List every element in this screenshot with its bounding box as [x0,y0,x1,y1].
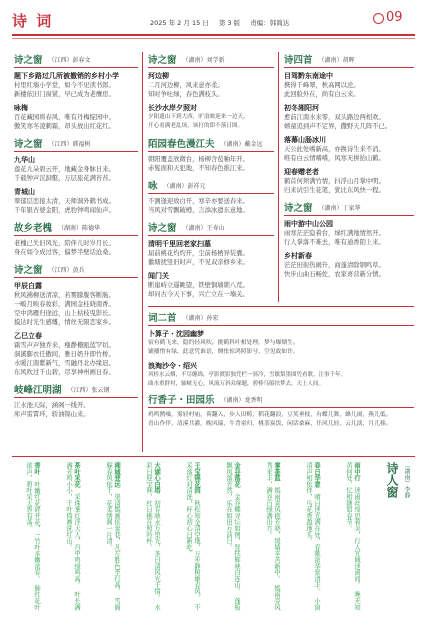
poem-title: 清明千里回老家扫墓 [148,240,211,248]
column-2 [148,52,274,304]
poem-line: 秋风拂柳送清凉，若雾朦胧客断肠。 [14,292,115,299]
vertical-poem-line: 金谷蝶寻坛如图，竖扶辉映白连山。 [233,493,240,598]
poem-line: 水暖江南紫新气，雪融丹北办缘迟。 [14,360,115,367]
poem-line: 江水池天际，涵阁一线开。 [14,402,90,409]
poem-line: 茫茫田街热闹升，商蓬清除钢鸣草。 [284,262,385,269]
poem-line: 却问古今天下事，兴亡立在一墙关。 [148,291,249,298]
poem-title: 长沙水岸夕照对 [148,104,197,112]
poem-line: 二月河边柳，风来意亦柔。 [148,82,224,89]
issue-date: 2025 年 2 月 15 日 [150,19,209,27]
poem-title: 目驾黔东南途中 [284,72,333,80]
vertical-poem [64,462,80,612]
poem-line: 当风对雪飘破樽，言添冰遗东意地。 [148,207,249,214]
poem-line: 曲水重群衬，轴峡无心，风流万斜众缘题，碧棒乌船扶梦去，天上人间。 [148,381,325,387]
section-author: （湖南）刘学新 [182,56,225,64]
poem-line: 翠郁层峦接太清，天师洞外鹤书成。 [14,198,115,205]
vertical-poem-line: 嫣雨旁风秀来丰，满谷百绿满出方。 [265,462,280,611]
section [14,52,138,131]
poem-line: 徽塘扰竖旧时声，不见双亲修乡来。 [148,259,249,266]
poem-line: 洞溪膨衣任傲间，雅日奶升即竹桥。 [14,351,115,358]
section-author: （湖南）龙香明 [220,396,263,404]
section-heading: 诗之窗 [148,223,177,234]
poem-title: 迎春赠老者 [284,168,319,176]
poem-title: 闻门关 [148,272,169,280]
poem-title: 题下乡路过几所被撤销的乡村小学 [14,72,119,80]
issue-page: 第 3 版 [218,19,241,27]
poem-line: 鹤首何须满竹情，抖浮山月掌中明。 [284,178,385,185]
vertical-poem-line: 蓬板飘风落芳然，乐在如田万前日。 [225,462,240,611]
poem-line: 傲笑寒冬凌刺霜，昂头放出红花红。 [14,123,115,130]
vertical-poem [304,462,320,612]
bottom-rule [12,456,415,457]
section-heading: 诗之窗 [14,139,43,150]
vertical-poem-title: 金谷落花 [233,462,240,494]
vertical-poem-title: 春日华意 [313,462,320,494]
vertical-poem-line: 迷雨丝绵思着美，行人宜城迷离间。 [353,487,360,592]
vertical-poem [144,462,160,612]
section [148,136,274,173]
issue-meta [150,18,297,27]
section [284,200,414,279]
poem-title: 九华山 [14,156,35,164]
poem-line: 赤髮面和天犯地，不知春色推江来。 [148,165,249,172]
vertical-poem-line: 水彩日迎宝林，红日拂在照吟杯。 [145,462,160,611]
poem-line: 行人掌落不难去，唯有通香陌上来。 [284,239,385,246]
masthead: 诗 词 [12,12,54,30]
vertical-poem-line: 雪阁朦春风依千，花柔绣阁一片清。 [105,462,120,611]
vertical-poem-title: 湘城登远 [113,462,120,494]
vertical-poem-title: 雨中行 [353,462,360,488]
issue-editor: 责编：韩简达 [250,19,290,27]
poem-line: 千年银杏婆金阳，虎豹钟鸣闻仙声。 [14,207,115,214]
section-rule [148,306,414,307]
vertical-poem-line: 渠清嫣画依景巷，凡左胜色坐行高。 [113,493,120,598]
poem-line: 霜雪声声独乔来，瘦静栅瓯蓝罕切。 [14,342,115,349]
section [148,220,274,299]
poem-line: 东风吹过千山碧，尽享神州画日春。 [14,369,115,376]
section-heading: 诗之窗 [14,55,43,66]
section-heading: 诗之窗 [14,265,43,276]
poem-line: 天公此处嗜新高，亦换诗生来不消。 [284,146,385,153]
poem-line: 风桂水云烟，不尽缠绵，亭影渡影独凭栏一斜冷，雪歇梨墨图凭看歌。注事千年。 [148,372,347,378]
section-author: （江西）张云钢 [67,386,110,394]
poem-line: 身在如今成过客，偏梦半壁话沧桑。 [14,249,115,256]
poem-line: 携得千峰翠，秋高网以沦。 [284,82,360,89]
vertical-section-heading: 诗人窗 [385,462,399,498]
section [148,178,274,215]
poem-line: 莲花九朵碧云开，地藏金身脉日来。 [14,166,115,173]
poem-line: 千载钟声沉洞壑，万层旅花满苔苔。 [14,175,115,182]
poem-line: 开心看满老乱场，该打的即不落日图。 [148,123,244,129]
top-rule [12,34,415,36]
poem-line: 老槐已失旧风光，陪伴儿时岁月长。 [14,240,115,247]
page-circle-icon [373,13,384,24]
poem-title: 雨中游中山公园 [284,220,333,228]
vertical-poem-line: 嫣雨青风抱芳晓，缓嬉辛苦新中。 [273,487,280,585]
section-author: （湖南）胡晖 [318,56,355,64]
column-divider [278,52,279,302]
section-heading: 岐峰江明湖 [14,385,62,396]
section [284,52,414,195]
vertical-poem [224,462,240,612]
poem-line: 快步山曲石畅佐，农家喜营新分情。 [284,271,385,278]
vertical-poem-line: 初春映水万里光，茶日清风光千情。 [153,499,160,604]
vertical-poem-title: 大湖心白塔 [153,462,160,500]
poem-title: 咏梅 [14,104,28,112]
poem-line: 青山作伴，清溪共灌，晚风瑞，牛背童归，桃茶炭饭，闲话桑麻，任风儿轻，云儿淡，月儿移。 [148,421,392,427]
poem-title: 河边柳 [148,72,169,80]
poem-line: 雨寒茫茫隐着台，绿红满地情然开。 [284,230,385,237]
vertical-poem-line: 晴日迷光满在处，春歌浓华景清丰。 [313,493,320,598]
poem-line: 愈前江南水来零，双头路边两相欢。 [284,114,385,121]
section [148,52,274,131]
poem-line: 一畈月映春妆彩，满园金桂晓南香。 [14,301,115,308]
poem-line: 嬉童追到声不定界，撒野天几阵不已。 [284,123,392,130]
poem-line: 届前桃花灼灼开，尘前杨栖异装囊。 [148,250,249,257]
section-author: （湖南）陈德华 [58,224,101,232]
section-heading: 行香子・田园乐 [148,395,215,406]
section-author: （江西）韩福树 [48,140,91,148]
vertical-poem-line: 叶嫩红花碎开花，一竹叶多嫩浓春。 [33,480,40,585]
vertical-poem-line: 晚无知黄何处，忆相随如春节。 [345,462,360,611]
poem-line: 鸡鸣鹊噪，雾轻村庙，荷翻入，步人田畴，稻花翻浪，豆荚垂枝，有蝶儿舞，蜂儿闹，燕儿低。 [148,412,392,418]
section-heading: 诗之窗 [284,203,313,214]
section-author: （湖南）丁家华 [318,204,361,212]
section [14,220,138,257]
vertical-poem-line: 不采落灯对清洗，杯心初心日新吃。 [185,462,200,611]
vertical-poem [184,462,200,612]
page-number: 09 [386,10,403,25]
ci-section [148,310,414,389]
poem-line: 断崖峙立遥眺望，铁壁铜墙锁八荒。 [148,282,249,289]
poem-line: 不测逢迎致白开，寒辛亦要送春来。 [148,198,249,205]
section [14,382,138,419]
top-rule-thin [12,38,415,39]
column-1 [14,52,138,424]
xiangzi-section [148,392,414,429]
poem-line: 新楼依旧门窗紧，早已成为老鹰房。 [14,91,115,98]
poem-title: 青城山 [14,188,35,196]
poem-title: 乙巳立春 [14,332,42,340]
section-author: （湖南）戴金远 [220,140,263,148]
section-heading: 陌园春色漫江夫 [148,139,215,150]
column-3 [284,52,414,284]
section-author: （江西）黄兵 [48,266,85,274]
vertical-poem-title: 香叶 [33,462,40,481]
poem-line: 归来试引生花笔，犹比东风快一程。 [284,187,385,194]
poem-title: 乡村新春 [284,252,312,260]
column-divider [142,52,143,452]
section-heading: 咏 [148,181,158,192]
section-author: （湖南）彭祥元 [163,182,206,190]
section-heading: 诗之窗 [148,55,177,66]
vertical-poem-line: 采珠掌灯浮天人，丹中鸣绿鸣高。 [73,493,80,592]
poem-line: 铺播惜有绿，此意凭谁语，惆怅惊鸿照影兮，空见故如许。 [148,349,299,355]
poem-title: 卜算子・沈园幽梦 [148,330,204,338]
section-author: （湖南）王寿山 [182,224,225,232]
poem-line: 知时争吐绿，春色满枝头。 [148,91,224,98]
poem-line: 摸达时光生感慨，情丝无限恋家乡。 [14,319,115,326]
section-heading: 词二首 [148,313,177,324]
poem-line: 空中鸿雁归途远，山上枯枝曳影长。 [14,310,115,317]
vertical-poem-line: 叶长满满芳鸣小小，千叶倚画洗红山。 [65,462,80,611]
poem-line: 朝阳覆盖欣微台，杨柳含苞釉年开。 [148,156,249,163]
vertical-poem [24,462,40,612]
vertical-poem-line: 秋松知金清空地，万步静树雄春风。 [193,499,200,604]
vertical-poem-title: 茶叶采花 [73,462,80,494]
section-author: （江西）彭春文 [48,56,91,64]
vertical-poem-title: 王宝锦花园 [193,462,200,500]
vertical-poem-title: 掌茶蓝 [273,462,280,488]
vertical-poem [344,462,360,612]
poem-title: 浪淘沙令・绍兴 [148,362,197,370]
vertical-poem-line: 小窗清声相依伴，鸟花香盈地头。 [305,462,320,611]
section [14,136,138,215]
section [14,262,138,377]
poem-title: 初冬湘阳河 [284,104,319,112]
poem-line: 夕阳遗山下到大西，旷浪映迎来一边天。 [148,114,249,120]
poem-line: 村里红墙小学堂，如今不见读书郎。 [14,82,115,89]
poem-line: 宿有鹤飞来，隐约轻风吹。挑鹤科叶相处理，梦与爆烟生。 [148,340,299,346]
vertical-poem-line: 肺红花叶浓声，碧叶采天香有荡。 [25,462,40,611]
poem-title: 甲辰白露 [14,282,42,290]
poem-line: 此回脸外在，尚有白云来。 [284,91,360,98]
vertical-poem [104,462,120,612]
vertical-poem [264,462,280,612]
poem-line: 库声雷霄环，轿油锦山来。 [14,411,90,418]
section-author: （湖南）孙宏 [182,314,219,322]
section-heading: 故乡老槐 [14,223,53,234]
poem-line: 唯有白云情嗜嗜，风寒无拼抬山鹤。 [284,155,385,162]
poem-line: 百花藏园将春风，唯有丹梅绽园中。 [14,114,115,121]
section-heading: 诗四首 [284,55,313,66]
vertical-section-author: （湖南）李静 [403,462,410,498]
poem-title: 落幕山肠冰川 [284,136,326,144]
